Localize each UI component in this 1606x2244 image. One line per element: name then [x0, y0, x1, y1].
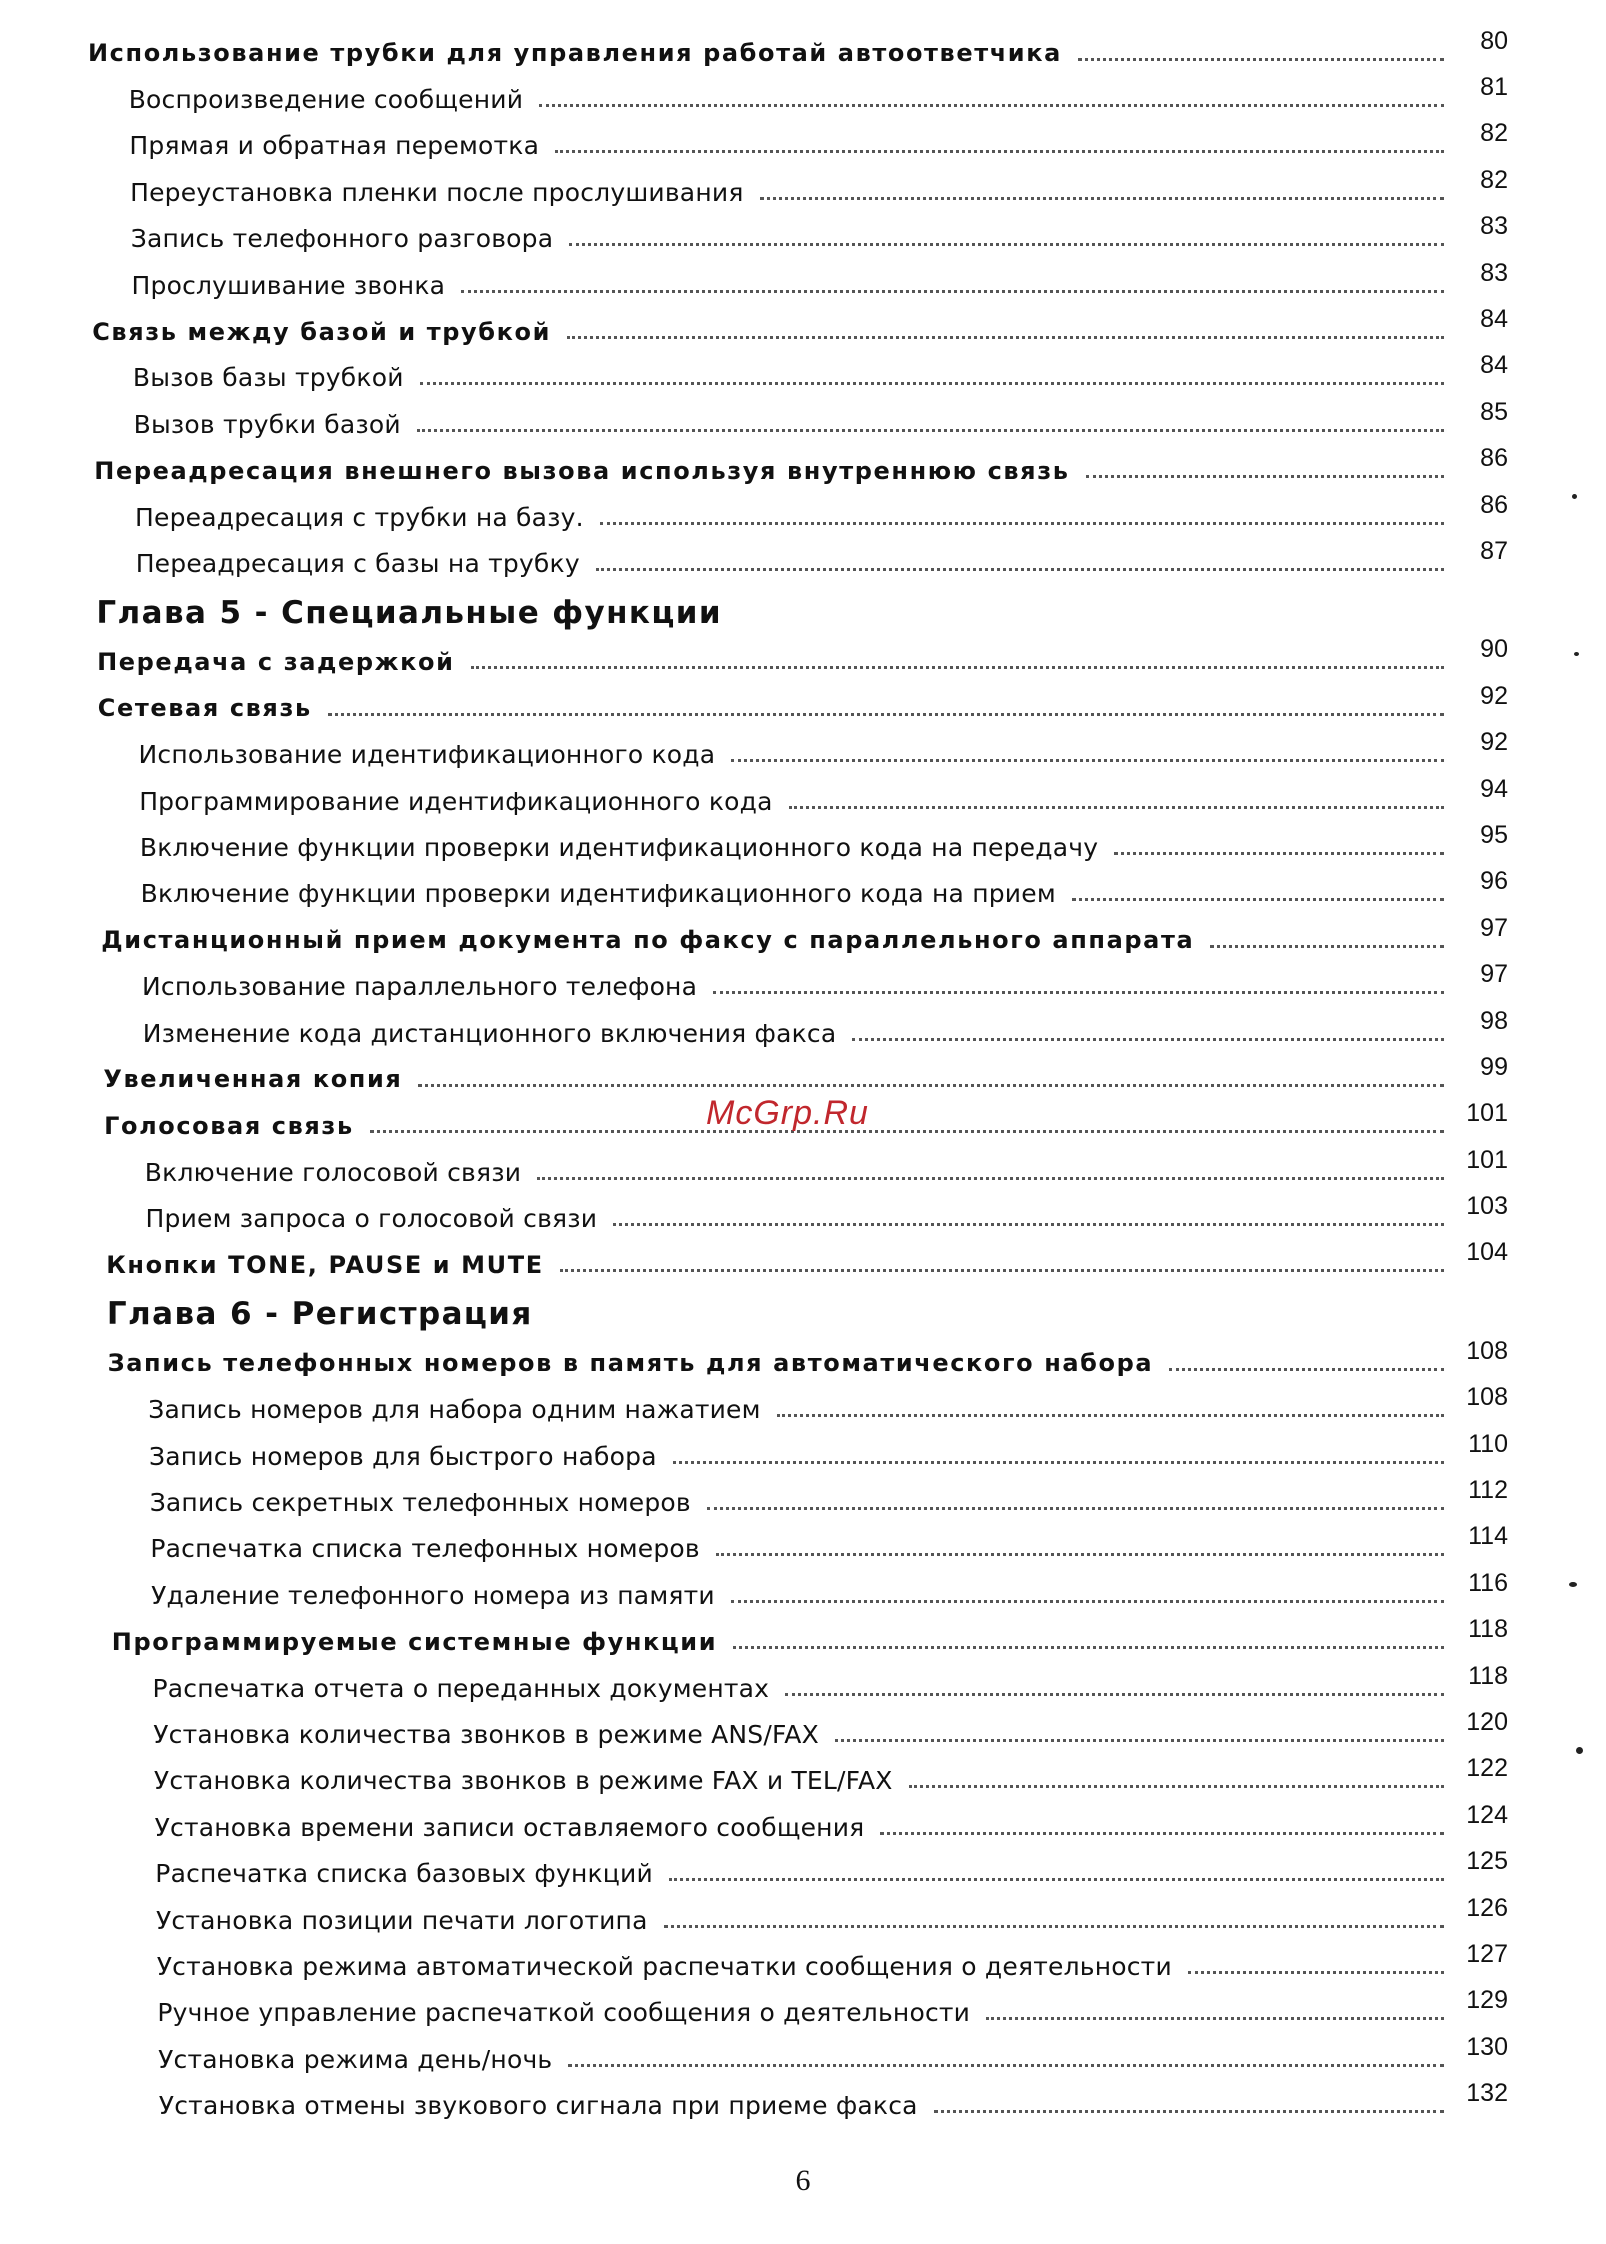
toc-page-number: 104 [1466, 1238, 1508, 1267]
dot-leader [731, 759, 1444, 762]
toc-entry-title: Включение голосовой связи [144, 1157, 522, 1187]
toc-page-number: 96 [1480, 867, 1508, 896]
toc-page-number: 127 [1466, 1939, 1508, 1968]
toc-page-number: 108 [1466, 1383, 1508, 1412]
dot-leader [418, 1084, 1444, 1087]
toc-entry-title: Использование трубки для управления работай автоответчика [88, 39, 1062, 68]
dot-leader [1072, 898, 1444, 901]
toc-page-number: 132 [1466, 2079, 1508, 2108]
toc-page-number: 99 [1480, 1052, 1508, 1081]
toc-entry-title: Распечатка списка телефонных номеров [150, 1534, 700, 1564]
toc-page-number: 84 [1480, 305, 1508, 334]
toc-page-number: 118 [1468, 1615, 1508, 1644]
dot-leader [909, 1785, 1444, 1788]
toc-entry-title: Установка режима день/ночь [158, 2044, 553, 2074]
toc-entry-title: Установка отмены звукового сигнала при приеме факса [158, 2091, 918, 2121]
toc-page-number: 110 [1468, 1429, 1508, 1458]
toc-section-entry [92, 305, 1508, 354]
toc-entry-title: Распечатка списка базовых функций [155, 1859, 653, 1889]
toc-subsection-entry [94, 397, 1508, 447]
toc-subsection-entry [114, 1754, 1508, 1804]
toc-subsection-entry [118, 2032, 1508, 2082]
chapter-title: Глава 5 - Специальные функции [96, 594, 722, 631]
dot-leader [852, 1038, 1444, 1041]
dot-leader [600, 522, 1444, 525]
watermark: McGrp.Ru [706, 1094, 869, 1132]
toc-subsection-entry [115, 1847, 1508, 1896]
toc-page-number: 92 [1480, 681, 1508, 710]
toc-page-number: 90 [1480, 635, 1508, 664]
toc-subsection-entry [109, 1429, 1508, 1479]
toc-page-number: 108 [1466, 1336, 1508, 1365]
toc-entry-title: Связь между базой и трубкой [92, 317, 552, 346]
dot-leader [733, 1646, 1444, 1649]
toc-subsection-entry [93, 351, 1508, 401]
toc-page-number: 97 [1480, 913, 1508, 942]
toc-entry-title: Воспроизведение сообщений [128, 85, 524, 115]
dot-leader [664, 1925, 1444, 1928]
toc-subsection-entry [108, 1383, 1508, 1433]
toc-entry-title: Голосовая связь [104, 1111, 354, 1140]
dot-leader [461, 290, 1444, 293]
toc-subsection-entry [101, 867, 1508, 917]
toc-subsection-entry [102, 960, 1508, 1009]
toc-page-number: 112 [1468, 1476, 1508, 1505]
toc-page-number: 129 [1466, 1986, 1508, 2015]
toc-page-number: 122 [1466, 1754, 1508, 1783]
toc-entry-title: Запись телефонных номеров в память для автоматического набора [107, 1349, 1154, 1378]
dot-leader [785, 1693, 1444, 1696]
dot-leader [560, 1269, 1444, 1272]
dot-leader [669, 1878, 1444, 1881]
toc-page-number: 103 [1466, 1192, 1508, 1221]
toc-entry-title: Переадресация с базы на трубку [135, 548, 580, 578]
toc-subsection-entry [113, 1661, 1509, 1711]
toc-entry-title: Передача с задержкой [97, 647, 455, 676]
toc-subsection-entry [117, 1986, 1508, 2036]
toc-page-number: 80 [1480, 26, 1508, 55]
toc-entry-title: Сетевая связь [97, 694, 312, 723]
toc-page-number: 95 [1480, 820, 1508, 849]
toc-page-number: 101 [1466, 1145, 1508, 1174]
toc-page-number: 84 [1480, 351, 1508, 380]
dot-leader [1210, 945, 1444, 948]
toc-page-number: 124 [1466, 1800, 1508, 1829]
toc-entry-title: Вызов трубки базой [133, 409, 401, 439]
toc-entry-title: Распечатка отчета о переданных документах [152, 1673, 770, 1703]
dot-leader [539, 104, 1444, 107]
toc-subsection-entry [119, 2079, 1508, 2128]
toc-subsection-entry [100, 820, 1508, 870]
toc-entry-title: Удаление телефонного номера из памяти [151, 1580, 715, 1610]
dot-leader [370, 1130, 1444, 1133]
toc-entry-title: Программирование идентификационного кода [139, 786, 773, 816]
toc-entry-title: Запись телефонного разговора [130, 224, 554, 254]
toc-section-entry [97, 681, 1508, 731]
toc-subsection-entry [99, 728, 1509, 777]
toc-subsection-entry [111, 1568, 1508, 1618]
toc-page-number: 86 [1480, 444, 1508, 473]
toc-subsection-entry [99, 774, 1508, 824]
chapter-title: Глава 6 - Регистрация [106, 1296, 533, 1333]
dot-leader [471, 666, 1444, 669]
scan-speck [1572, 494, 1577, 499]
dot-leader [673, 1461, 1444, 1464]
dot-leader [835, 1739, 1444, 1742]
toc-entry-title: Использование идентификационного кода [138, 740, 716, 770]
dot-leader [731, 1600, 1444, 1603]
toc-page-number: 94 [1480, 774, 1508, 803]
toc-subsection-entry [96, 536, 1508, 586]
toc-entry-title: Установка количества звонков в режиме FAX и TEL/FAX [153, 1766, 893, 1796]
dot-leader [1078, 58, 1444, 61]
toc-entry-title: Установка режима автоматической распечатки сообщения о деятельности [156, 1951, 1172, 1981]
dot-leader [777, 1414, 1444, 1417]
chapter-heading [107, 1288, 1508, 1340]
toc-section-entry [107, 1336, 1508, 1386]
toc-page-number: 97 [1480, 960, 1508, 989]
toc-entry-title: Прямая и обратная перемотка [129, 131, 540, 161]
dot-leader [568, 2064, 1444, 2067]
toc-subsection-entry [115, 1800, 1508, 1850]
toc-entry-title: Переадресация с трубки на базу. [135, 502, 584, 532]
toc-section-entry [88, 26, 1508, 76]
toc-section-entry [94, 444, 1508, 494]
toc-subsection-entry [90, 165, 1508, 215]
scan-speck [1576, 1747, 1583, 1754]
toc-subsection-entry [95, 490, 1508, 540]
toc-subsection-entry [105, 1145, 1508, 1195]
dot-leader [1188, 1971, 1444, 1974]
toc-entry-title: Программируемые системные функции [111, 1627, 718, 1656]
chapter-heading [96, 587, 1508, 639]
dot-leader [1169, 1368, 1444, 1371]
toc-page-number: 125 [1466, 1847, 1508, 1876]
dot-leader [417, 429, 1444, 432]
dot-leader [789, 806, 1444, 809]
toc-entry-title: Установка времени записи оставляемого сообщения [154, 1812, 865, 1842]
toc-entry-title: Прослушивание звонка [131, 270, 446, 300]
dot-leader [569, 243, 1444, 246]
scan-speck [1569, 1582, 1577, 1587]
toc-section-entry [111, 1615, 1508, 1665]
dot-leader [934, 2110, 1444, 2113]
dot-leader [707, 1507, 1444, 1510]
toc-entry-title: Изменение кода дистанционного включения факса [142, 1018, 837, 1048]
toc-entry-title: Установка позиции печати логотипа [156, 1905, 648, 1935]
toc-section-entry [101, 913, 1508, 963]
toc-page-number: 82 [1480, 165, 1508, 194]
toc-subsection-entry [92, 258, 1509, 308]
toc-entry-title: Запись секретных телефонных номеров [149, 1488, 691, 1518]
toc-page-number: 118 [1468, 1661, 1508, 1690]
dot-leader [537, 1177, 1444, 1180]
toc-page-number: 87 [1480, 536, 1508, 565]
table-of-contents [88, 26, 1508, 2129]
toc-subsection-entry [89, 73, 1508, 122]
toc-subsection-entry [117, 1939, 1508, 1989]
scan-speck [1574, 652, 1579, 656]
dot-leader [596, 568, 1444, 571]
toc-entry-title: Запись номеров для быстрого набора [149, 1441, 657, 1471]
toc-entry-title: Установка количества звонков в режиме ANS/FAX [153, 1719, 819, 1749]
toc-page-number: 126 [1466, 1893, 1508, 1922]
dot-leader [567, 336, 1444, 339]
dot-leader [613, 1223, 1444, 1226]
toc-subsection-entry [89, 119, 1508, 169]
toc-subsection-entry [110, 1476, 1508, 1525]
dot-leader [716, 1553, 1444, 1556]
dot-leader [328, 713, 1444, 716]
toc-section-entry [106, 1238, 1508, 1288]
dot-leader [1114, 852, 1444, 855]
toc-page-number: 116 [1468, 1568, 1508, 1597]
toc-subsection-entry [106, 1192, 1509, 1241]
toc-subsection-entry [113, 1707, 1508, 1757]
toc-page-number: 98 [1480, 1006, 1508, 1035]
dot-leader [713, 991, 1444, 994]
toc-subsection-entry [110, 1522, 1508, 1572]
toc-entry-title: Запись номеров для набора одним нажатием [148, 1395, 761, 1425]
dot-leader [1086, 475, 1444, 478]
toc-entry-title: Кнопки TONE, PAUSE и MUTE [106, 1250, 544, 1279]
toc-page-number: 130 [1466, 2032, 1508, 2061]
toc-page-number: 114 [1468, 1522, 1508, 1551]
toc-page-number: 92 [1480, 728, 1508, 757]
dot-leader [555, 150, 1444, 153]
dot-leader [880, 1832, 1444, 1835]
toc-entry-title: Увеличенная копия [103, 1065, 403, 1094]
page-footer-number: 6 [795, 2164, 811, 2197]
toc-page-number: 101 [1466, 1099, 1508, 1128]
dot-leader [760, 197, 1444, 200]
toc-page-number: 120 [1466, 1707, 1508, 1736]
toc-page-number: 83 [1480, 258, 1508, 287]
toc-entry-title: Включение функции проверки идентификационного кода на прием [140, 879, 1056, 909]
toc-page-number: 85 [1480, 397, 1508, 426]
toc-entry-title: Вызов базы трубкой [132, 363, 404, 393]
toc-entry-title: Переадресация внешнего вызова используя внутреннюю связь [94, 456, 1070, 485]
toc-subsection-entry [116, 1893, 1508, 1943]
toc-page-number: 82 [1480, 119, 1508, 148]
toc-page-number: 86 [1480, 490, 1508, 519]
toc-subsection-entry [103, 1006, 1508, 1056]
toc-entry-title: Ручное управление распечаткой сообщения о деятельности [157, 1998, 971, 2028]
toc-page-number: 81 [1480, 73, 1508, 102]
toc-entry-title: Использование параллельного телефона [142, 972, 698, 1002]
dot-leader [986, 2017, 1444, 2020]
toc-subsection-entry [91, 212, 1508, 262]
toc-entry-title: Переустановка пленки после прослушивания [130, 177, 744, 207]
toc-entry-title: Прием запроса о голосовой связи [145, 1204, 598, 1234]
toc-entry-title: Включение функции проверки идентификационного кода на передачу [139, 832, 1099, 862]
dot-leader [420, 382, 1444, 385]
toc-entry-title: Дистанционный прием документа по факсу с параллельного аппарата [101, 926, 1195, 955]
toc-section-entry [97, 635, 1508, 685]
toc-page-number: 83 [1480, 212, 1508, 241]
